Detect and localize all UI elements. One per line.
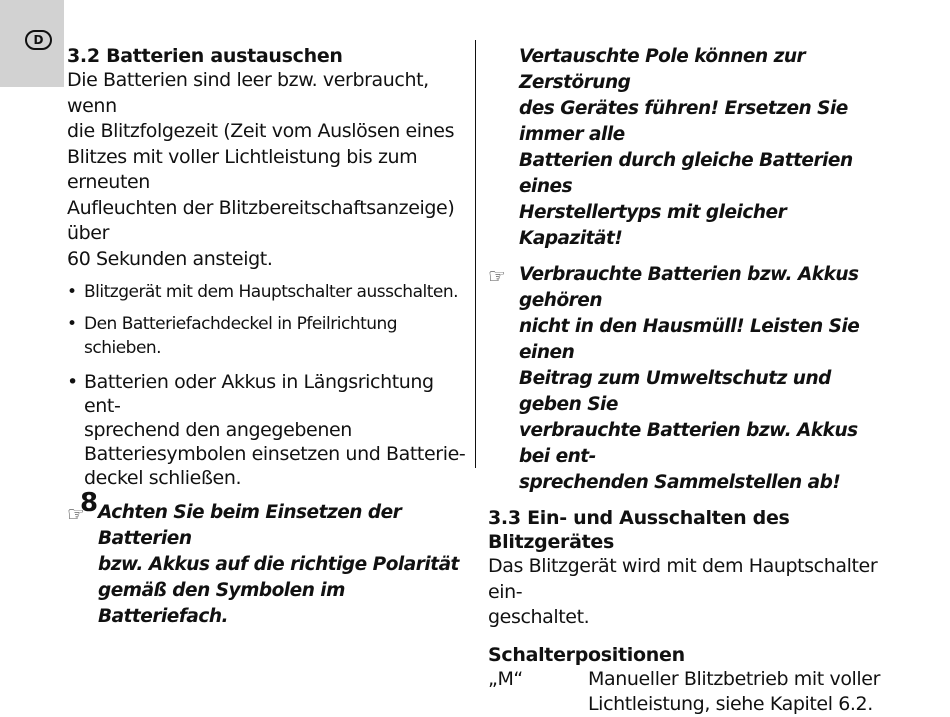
column-divider (475, 40, 476, 468)
text-line: die Blitzfolgezeit (Zeit vom Auslösen eines (67, 120, 455, 142)
switch-position-description (588, 667, 880, 717)
text-line: nicht in den Hausmüll! Leisten Sie einen (519, 316, 860, 363)
text-line: sprechend den angegebenen (84, 419, 352, 441)
text-line: Die Batterien sind leer bzw. verbraucht, wenn (67, 69, 429, 117)
left-column (67, 44, 467, 630)
text-line: sprechenden Sammelstellen ab! (519, 472, 841, 493)
text-line: Herstellertyps mit gleicher Kapazität! (519, 202, 787, 249)
text-line: Vertauschte Pole können zur Zerstörung (519, 46, 806, 93)
right-column (488, 44, 893, 717)
switch-position-key: „M“ (488, 667, 523, 690)
text-line: Beitrag zum Umweltschutz und geben Sie (519, 368, 831, 415)
text-line: bzw. Akkus auf die richtige Polarität (98, 554, 459, 575)
text-line: 60 Sekunden ansteigt. (67, 247, 273, 270)
bullet-item (67, 312, 467, 360)
bullet-dot-icon: • (67, 371, 78, 393)
polarity-note (67, 500, 467, 630)
text-line: Achten Sie beim Einsetzen der Batterien (98, 502, 402, 549)
bullet-dot-icon: • (67, 282, 77, 302)
language-tab (0, 0, 64, 87)
polarity-warning-continued (488, 44, 893, 252)
text-line: gemäß den Symbolen im Batteriefach. (98, 580, 345, 627)
text-line: Manueller Blitzbetrieb mit voller (588, 667, 881, 690)
bullet-dot-icon: • (67, 314, 77, 334)
text-line: Batterien oder Akkus in Längsrichtung ent- (84, 371, 434, 417)
text-line: Lichtleistung, siehe Kapitel 6.2. (588, 692, 873, 715)
language-badge: D (25, 30, 52, 50)
recycling-note (488, 262, 893, 496)
pointing-hand-icon: ☞ (488, 264, 506, 288)
text-line: Aufleuchten der Blitzbereitschaftsanzeige) über (67, 196, 455, 244)
spacer (67, 490, 467, 500)
text-line: Batteriesymbolen einsetzen und Batterie- (84, 443, 466, 465)
section-heading-3-3: 3.3 Ein- und Ausschalten des Blitzgerätes (488, 507, 790, 553)
section-heading-3-2: 3.2 Batterien austauschen (67, 45, 343, 67)
bullet-item (67, 280, 467, 304)
pointing-hand-icon: ☞ (67, 502, 85, 526)
text-line: Blitzes mit voller Lichtleistung bis zum erneuten (67, 145, 418, 193)
switch-position-row (488, 667, 893, 717)
page-number: 8 (80, 488, 99, 518)
text-line: geschaltet. (488, 606, 590, 628)
text-line: Blitzgerät mit dem Hauptschalter ausschalten. (84, 282, 459, 302)
text-line: des Gerätes führen! Ersetzen Sie immer alle (519, 98, 848, 145)
switch-paragraph (488, 554, 893, 631)
text-line: deckel schließen. (84, 467, 242, 489)
bullet-item (67, 370, 467, 490)
text-line: verbrauchte Batterien bzw. Akkus bei ent- (519, 420, 858, 467)
text-line: Batterien durch gleiche Batterien eines (519, 150, 853, 197)
text-line: Verbrauchte Batterien bzw. Akkus gehören (519, 264, 859, 311)
subheading-switch-positions: Schalterpositionen (488, 643, 685, 666)
intro-paragraph (67, 68, 467, 272)
text-line: Den Batteriefachdeckel in Pfeilrichtung schieben. (84, 314, 398, 358)
text-line: Das Blitzgerät wird mit dem Hauptschalter ein- (488, 555, 878, 603)
